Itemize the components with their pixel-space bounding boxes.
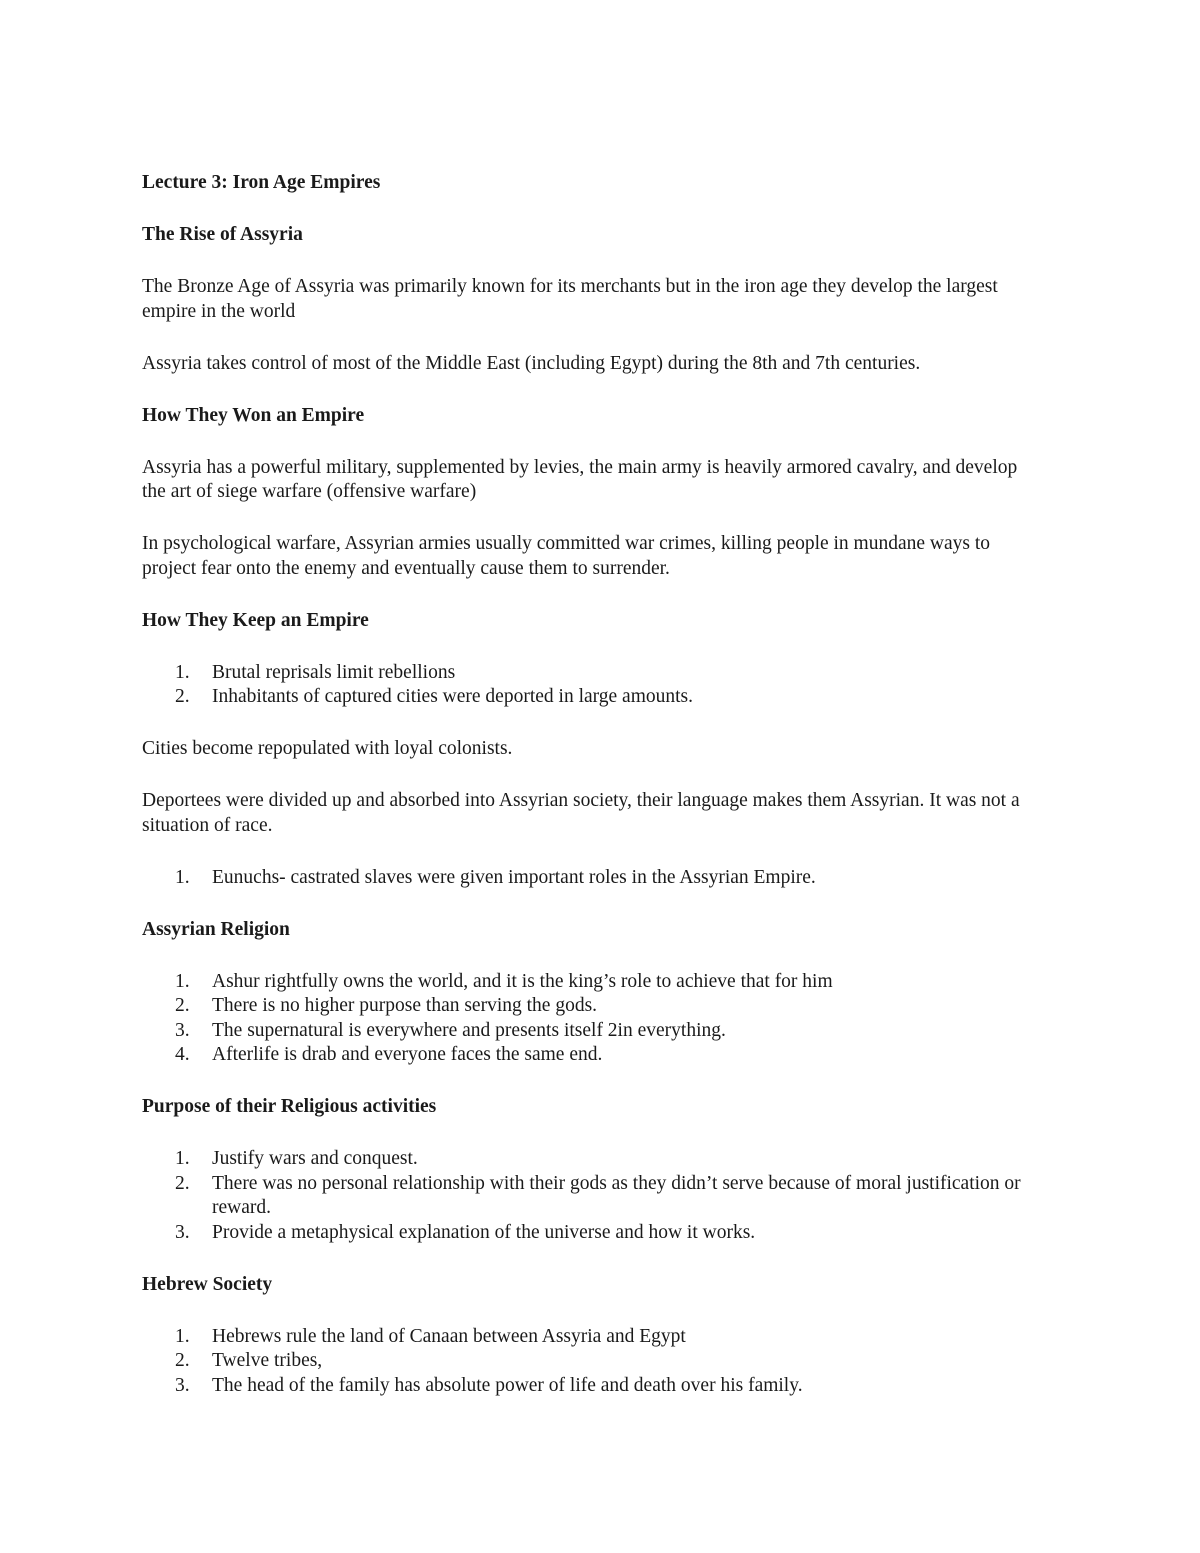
paragraph: Deportees were divided up and absorbed into Assyrian society, their language makes them Assyrian. It was not a situation of race. <box>142 790 1020 836</box>
numbered-list <box>142 970 1042 1068</box>
list-item-text: Brutal reprisals limit rebellions <box>212 661 456 683</box>
numbered-list <box>142 1147 1042 1245</box>
list-item <box>142 994 1042 1019</box>
list-item <box>142 1221 1042 1246</box>
list-item <box>142 1172 1042 1221</box>
list-number: 1. <box>175 866 190 888</box>
list-item-text: Provide a metaphysical explanation of the universe and how it works. <box>212 1221 756 1243</box>
list-item <box>142 1325 1042 1350</box>
list-item <box>142 661 1042 686</box>
list-item <box>142 1147 1042 1172</box>
list-number: 1. <box>175 1148 190 1169</box>
list-item <box>142 685 1042 710</box>
section-heading-rise: The Rise of Assyria <box>142 224 303 245</box>
list-item <box>142 1349 1042 1374</box>
list-item-text: There was no personal relationship with their gods as they didn’t serve because of moral justification or reward. <box>212 1172 1021 1218</box>
list-number: 3. <box>175 1374 190 1396</box>
list-number: 2. <box>175 1350 190 1371</box>
list-number: 1. <box>175 1325 190 1347</box>
list-item-text: The supernatural is everywhere and presents itself 2in everything. <box>212 1019 726 1041</box>
list-item-text: Afterlife is drab and everyone faces the same end. <box>212 1044 603 1065</box>
list-number: 3. <box>175 1221 190 1243</box>
section-heading-hebrew: Hebrew Society <box>142 1273 273 1295</box>
list-item <box>142 1374 1042 1399</box>
list-item-text: Hebrews rule the land of Canaan between Assyria and Egypt <box>212 1325 686 1347</box>
list-item-text: Twelve tribes, <box>212 1350 323 1371</box>
section-heading-purpose: Purpose of their Religious activities <box>142 1096 437 1117</box>
section-heading-keep: How They Keep an Empire <box>142 609 369 631</box>
list-item <box>142 1043 1042 1068</box>
numbered-list <box>142 1325 1042 1399</box>
list-number: 1. <box>175 970 190 992</box>
paragraph: In psychological warfare, Assyrian armies usually committed war crimes, killing people in mundane ways to project fear onto the enemy and eventually cause them to surrender. <box>142 533 991 579</box>
document-title: Lecture 3: Iron Age Empires <box>142 172 381 193</box>
numbered-list <box>142 866 1042 891</box>
list-number: 4. <box>175 1044 190 1065</box>
paragraph: Assyria takes control of most of the Middle East (including Egypt) during the 8th and 7th centuries. <box>142 352 921 374</box>
numbered-list <box>142 661 1042 710</box>
section-heading-religion: Assyrian Religion <box>142 918 290 940</box>
section-heading-won: How They Won an Empire <box>142 404 365 426</box>
list-number: 2. <box>175 1172 190 1194</box>
list-number: 3. <box>175 1019 190 1041</box>
document-page <box>142 171 1042 1426</box>
list-item-text: The head of the family has absolute power of life and death over his family. <box>212 1374 803 1396</box>
paragraph: The Bronze Age of Assyria was primarily known for its merchants but in the iron age they develop the largest empire in the world <box>142 276 998 322</box>
list-item-text: Eunuchs- castrated slaves were given important roles in the Assyrian Empire. <box>212 866 816 888</box>
list-item-text: Inhabitants of captured cities were deported in large amounts. <box>212 686 694 707</box>
list-item <box>142 1019 1042 1044</box>
list-number: 2. <box>175 686 190 707</box>
list-item-text: Justify wars and conquest. <box>212 1148 418 1169</box>
paragraph: Assyria has a powerful military, supplemented by levies, the main army is heavily armored cavalry, and develop the art of siege warfare (offensive warfare) <box>142 456 1018 502</box>
list-number: 2. <box>175 995 190 1016</box>
list-item <box>142 970 1042 995</box>
list-number: 1. <box>175 661 190 683</box>
list-item-text: There is no higher purpose than serving the gods. <box>212 995 598 1016</box>
paragraph: Cities become repopulated with loyal colonists. <box>142 738 513 759</box>
list-item <box>142 866 1042 891</box>
list-item-text: Ashur rightfully owns the world, and it is the king’s role to achieve that for him <box>212 970 833 992</box>
